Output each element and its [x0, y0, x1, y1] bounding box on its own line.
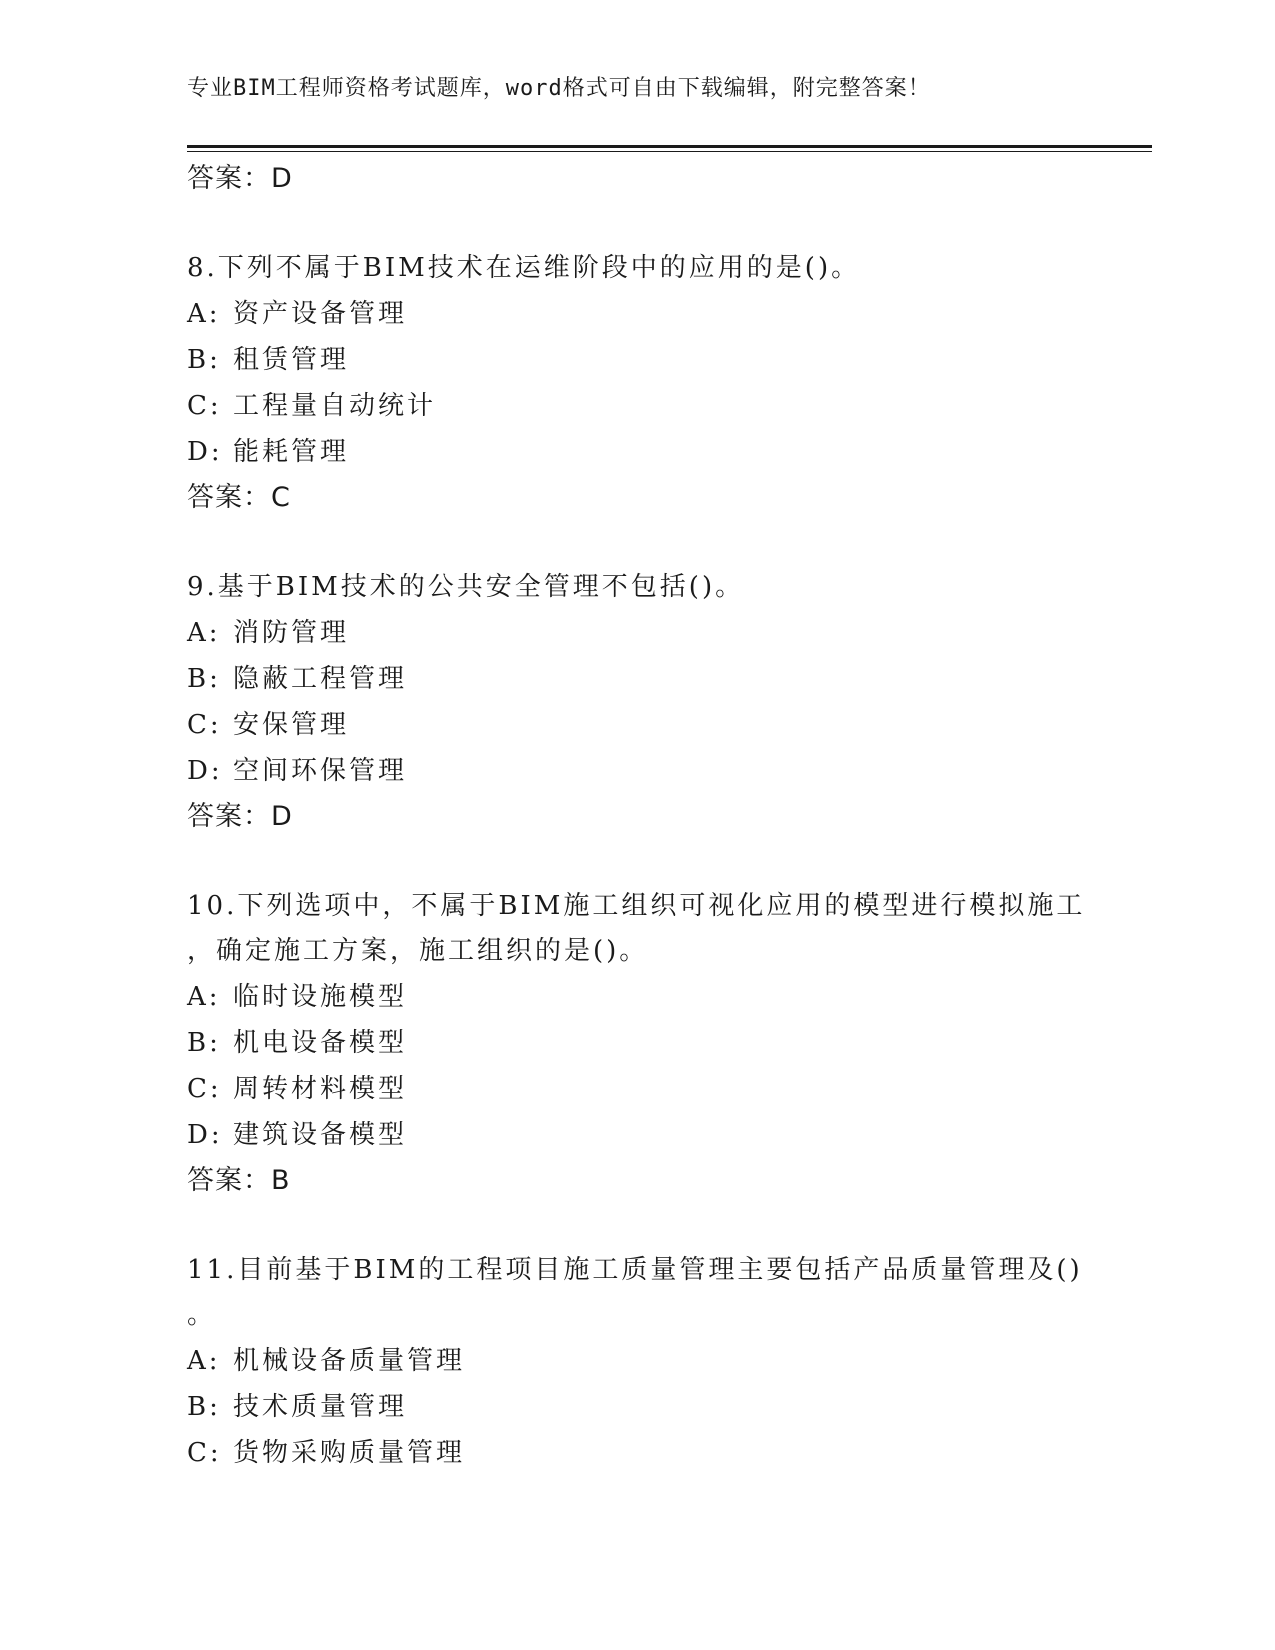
- option-key: C:: [187, 710, 222, 740]
- answer-line: 答案：D: [187, 163, 293, 194]
- option-key: A:: [187, 299, 221, 329]
- answer-line: 答案：B: [187, 1165, 291, 1196]
- option-text: 机电设备模型: [233, 1028, 408, 1058]
- question-block: [187, 1248, 1137, 1476]
- option-text: 安保管理: [233, 710, 350, 740]
- option-text: 能耗管理: [233, 437, 350, 467]
- option-a: [187, 610, 1137, 656]
- question-block: [187, 246, 1137, 521]
- option-b: [187, 1384, 1137, 1430]
- option-d: [187, 429, 1137, 475]
- option-text: 资产设备管理: [233, 299, 408, 329]
- option-key: A:: [187, 982, 221, 1012]
- option-key: D:: [187, 1120, 223, 1150]
- option-b: [187, 1020, 1137, 1066]
- option-c: [187, 702, 1137, 748]
- option-text: 空间环保管理: [233, 756, 408, 786]
- option-text: 租赁管理: [233, 345, 350, 375]
- spacer: [187, 1204, 1137, 1248]
- answer-line: 答案：C: [187, 482, 291, 513]
- spacer: [187, 840, 1137, 884]
- option-d: [187, 1112, 1137, 1158]
- option-c: [187, 1430, 1137, 1476]
- question-text-continued: 。: [187, 1300, 217, 1330]
- question-text: 11.目前基于BIM的工程项目施工质量管理主要包括产品质量管理及(): [187, 1255, 1083, 1285]
- question-text: 8.下列不属于BIM技术在运维阶段中的应用的是()。: [187, 253, 861, 283]
- option-key: B:: [187, 1028, 221, 1058]
- question-block: [187, 565, 1137, 840]
- answer-line: 答案：D: [187, 801, 293, 832]
- question-text: 9.基于BIM技术的公共安全管理不包括()。: [187, 572, 745, 602]
- question-list: [187, 156, 1137, 1476]
- option-b: [187, 656, 1137, 702]
- option-text: 消防管理: [233, 618, 350, 648]
- option-text: 技术质量管理: [233, 1392, 408, 1422]
- option-text: 隐蔽工程管理: [233, 664, 408, 694]
- option-key: C:: [187, 1074, 222, 1104]
- option-key: A:: [187, 1346, 221, 1376]
- spacer: [187, 521, 1137, 565]
- option-d: [187, 748, 1137, 794]
- page-header: 专业BIM工程师资格考试题库，word格式可自由下载编辑，附完整答案！: [187, 76, 931, 101]
- option-key: C:: [187, 391, 222, 421]
- option-key: D:: [187, 437, 223, 467]
- option-text: 机械设备质量管理: [233, 1346, 466, 1376]
- option-text: 临时设施模型: [233, 982, 408, 1012]
- option-key: C:: [187, 1438, 222, 1468]
- option-text: 建筑设备模型: [233, 1120, 408, 1150]
- option-key: A:: [187, 618, 221, 648]
- option-text: 周转材料模型: [233, 1074, 408, 1104]
- question-block: [187, 884, 1137, 1204]
- header-rule-thick: [187, 145, 1152, 148]
- question-text: 10.下列选项中，不属于BIM施工组织可视化应用的模型进行模拟施工: [187, 891, 1086, 921]
- spacer: [187, 202, 1137, 246]
- option-key: B:: [187, 345, 221, 375]
- option-c: [187, 383, 1137, 429]
- option-key: D:: [187, 756, 223, 786]
- option-key: B:: [187, 664, 221, 694]
- option-a: [187, 974, 1137, 1020]
- option-c: [187, 1066, 1137, 1112]
- option-a: [187, 291, 1137, 337]
- option-key: B:: [187, 1392, 221, 1422]
- option-text: 工程量自动统计: [233, 391, 437, 421]
- option-b: [187, 337, 1137, 383]
- question-text-continued: ，确定施工方案，施工组织的是()。: [187, 936, 649, 966]
- option-a: [187, 1338, 1137, 1384]
- header-rule-thin: [187, 151, 1152, 152]
- option-text: 货物采购质量管理: [233, 1438, 466, 1468]
